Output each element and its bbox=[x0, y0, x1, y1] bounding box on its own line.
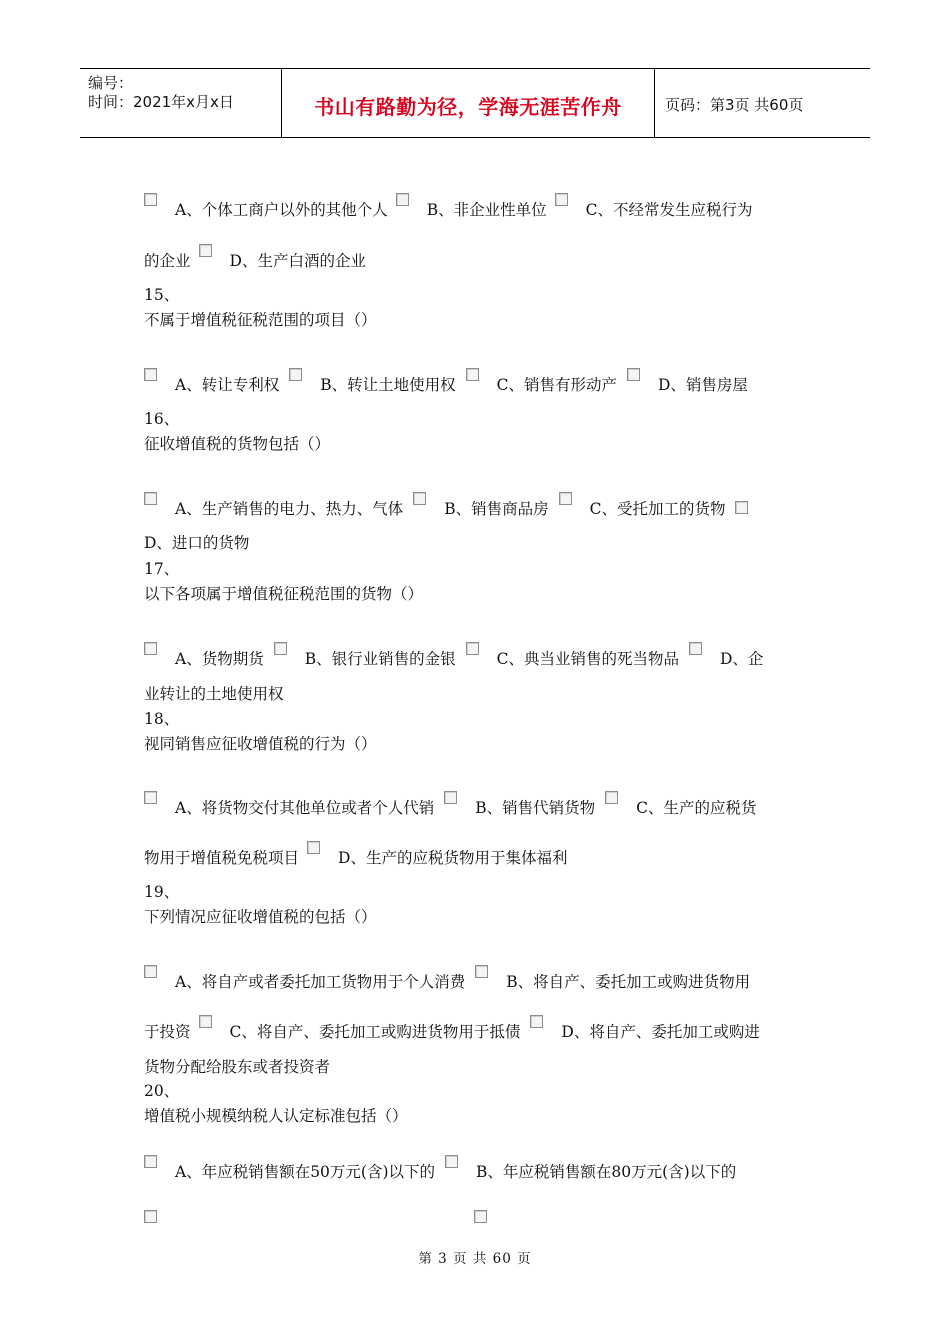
option-label: A、将自产或者委托加工货物用于个人消费 bbox=[175, 973, 466, 991]
option-a[interactable] bbox=[144, 972, 465, 992]
question-stem: 不属于增值税征税范围的项目（） bbox=[144, 311, 377, 329]
option-a[interactable] bbox=[144, 1162, 435, 1182]
option-b[interactable] bbox=[475, 972, 750, 992]
question-18-options-line-2 bbox=[144, 848, 567, 868]
option-continuation: 物用于增值税免税项目 bbox=[144, 849, 300, 867]
option-b[interactable] bbox=[289, 375, 455, 395]
document-date-label: 时间：2021年x月x日 bbox=[88, 93, 234, 111]
option-d-continuation: 业转让的土地使用权 bbox=[144, 685, 284, 703]
question-15-options bbox=[144, 375, 748, 395]
option-label: C、生产的应税货 bbox=[636, 799, 757, 817]
checkbox[interactable] bbox=[144, 492, 157, 505]
checkbox[interactable] bbox=[144, 791, 157, 804]
header-meta-cell bbox=[80, 69, 281, 137]
option-label: D、将自产、委托加工或购进 bbox=[561, 1023, 760, 1041]
checkbox-option-d[interactable] bbox=[735, 501, 748, 514]
option-d-continuation: 货物分配给股东或者投资者 bbox=[144, 1058, 331, 1076]
question-16-options bbox=[144, 499, 748, 519]
question-20-options bbox=[144, 1162, 736, 1182]
header-page-info: 页码：第3页 共60页 bbox=[665, 96, 804, 114]
option-d[interactable] bbox=[627, 375, 748, 395]
checkbox[interactable] bbox=[199, 244, 212, 257]
question-18-options bbox=[144, 798, 756, 818]
option-label: C、销售有形动产 bbox=[496, 376, 617, 394]
checkbox[interactable] bbox=[559, 492, 572, 505]
checkbox[interactable] bbox=[144, 642, 157, 655]
option-label: D、生产的应税货物用于集体福利 bbox=[338, 849, 568, 867]
question-stem: 视同销售应征收增值税的行为（） bbox=[144, 735, 377, 753]
option-a[interactable] bbox=[144, 649, 264, 669]
option-b[interactable] bbox=[413, 499, 548, 519]
option-label: B、转让土地使用权 bbox=[320, 376, 456, 394]
option-label: A、转让专利权 bbox=[175, 376, 280, 394]
option-c[interactable] bbox=[199, 1022, 521, 1042]
option-label: B、销售商品房 bbox=[444, 500, 549, 518]
option-label: C、将自产、委托加工或购进货物用于抵债 bbox=[229, 1023, 521, 1041]
question-number: 20、 bbox=[144, 1082, 180, 1100]
question-stem: 以下各项属于增值税征税范围的货物（） bbox=[144, 585, 424, 603]
option-label: A、生产销售的电力、热力、气体 bbox=[175, 500, 404, 518]
checkbox[interactable] bbox=[307, 841, 320, 854]
page-header bbox=[80, 68, 870, 138]
checkbox[interactable] bbox=[413, 492, 426, 505]
option-continuation: 于投资 bbox=[144, 1023, 191, 1041]
question-14-options-line-2 bbox=[144, 251, 366, 271]
option-b[interactable] bbox=[274, 649, 456, 669]
option-d[interactable] bbox=[199, 251, 366, 271]
option-c[interactable] bbox=[559, 499, 726, 519]
checkbox[interactable] bbox=[289, 368, 302, 381]
option-label: D、销售房屋 bbox=[657, 376, 748, 394]
option-d-label: D、进口的货物 bbox=[144, 534, 250, 552]
option-b[interactable] bbox=[445, 1162, 736, 1182]
checkbox[interactable] bbox=[555, 193, 568, 206]
option-continuation: 的企业 bbox=[144, 252, 191, 270]
header-motto: 书山有路勤为径，学海无涯苦作舟 bbox=[314, 95, 622, 119]
question-stem: 征收增值税的货物包括（） bbox=[144, 435, 331, 453]
header-motto-cell bbox=[281, 69, 655, 137]
checkbox[interactable] bbox=[530, 1015, 543, 1028]
checkbox[interactable] bbox=[144, 965, 157, 978]
option-label: B、销售代销货物 bbox=[475, 799, 596, 817]
option-label: A、将货物交付其他单位或者个人代销 bbox=[175, 799, 435, 817]
question-14-options-line-1 bbox=[144, 200, 752, 220]
option-label: A、货物期货 bbox=[175, 650, 264, 668]
option-a[interactable] bbox=[144, 798, 434, 818]
header-page-cell bbox=[655, 69, 870, 137]
option-c[interactable] bbox=[555, 200, 753, 220]
option-label: B、非企业性单位 bbox=[426, 201, 547, 219]
checkbox[interactable] bbox=[144, 193, 157, 206]
option-a[interactable] bbox=[144, 499, 403, 519]
option-label: D、生产白酒的企业 bbox=[229, 252, 366, 270]
option-label: C、不经常发生应税行为 bbox=[585, 201, 753, 219]
checkbox-option-d[interactable] bbox=[474, 1210, 487, 1223]
question-17-options bbox=[144, 649, 763, 669]
question-number: 16、 bbox=[144, 410, 180, 428]
question-number: 19、 bbox=[144, 883, 180, 901]
option-d[interactable] bbox=[307, 848, 567, 868]
checkbox[interactable] bbox=[627, 368, 640, 381]
question-19-options bbox=[144, 972, 750, 992]
checkbox[interactable] bbox=[444, 791, 457, 804]
option-c[interactable] bbox=[466, 375, 617, 395]
option-label: A、个体工商户以外的其他个人 bbox=[175, 201, 388, 219]
option-label: A、年应税销售额在50万元(含)以下的 bbox=[175, 1163, 436, 1181]
checkbox-option-c[interactable] bbox=[144, 1210, 157, 1223]
question-20-options-line-2b bbox=[474, 1208, 487, 1228]
question-stem: 增值税小规模纳税人认定标准包括（） bbox=[144, 1107, 408, 1125]
document-number-label: 编号： bbox=[88, 74, 134, 92]
option-b[interactable] bbox=[396, 200, 547, 220]
option-label: C、典当业销售的死当物品 bbox=[496, 650, 679, 668]
checkbox[interactable] bbox=[689, 642, 702, 655]
option-label: C、受托加工的货物 bbox=[589, 500, 726, 518]
option-d[interactable] bbox=[689, 649, 763, 669]
checkbox[interactable] bbox=[605, 791, 618, 804]
checkbox[interactable] bbox=[199, 1015, 212, 1028]
checkbox[interactable] bbox=[466, 642, 479, 655]
option-c[interactable] bbox=[605, 798, 756, 818]
checkbox[interactable] bbox=[396, 193, 409, 206]
question-19-options-line-2 bbox=[144, 1022, 760, 1042]
option-c[interactable] bbox=[466, 649, 679, 669]
checkbox[interactable] bbox=[274, 642, 287, 655]
checkbox[interactable] bbox=[475, 965, 488, 978]
question-number: 18、 bbox=[144, 710, 180, 728]
option-d[interactable] bbox=[530, 1022, 759, 1042]
question-stem: 下列情况应征收增值税的包括（） bbox=[144, 908, 377, 926]
option-label: B、年应税销售额在80万元(含)以下的 bbox=[476, 1163, 737, 1181]
page-footer: 第 3 页 共 60 页 bbox=[418, 1251, 532, 1267]
question-number: 15、 bbox=[144, 286, 180, 304]
checkbox[interactable] bbox=[445, 1155, 458, 1168]
option-a[interactable] bbox=[144, 200, 388, 220]
checkbox[interactable] bbox=[144, 1155, 157, 1168]
option-a[interactable] bbox=[144, 375, 279, 395]
option-label: B、银行业销售的金银 bbox=[304, 650, 456, 668]
option-b[interactable] bbox=[444, 798, 595, 818]
option-label: B、将自产、委托加工或购进货物用 bbox=[506, 973, 751, 991]
checkbox[interactable] bbox=[466, 368, 479, 381]
option-label: D、企 bbox=[719, 650, 764, 668]
checkbox[interactable] bbox=[144, 368, 157, 381]
question-number: 17、 bbox=[144, 560, 180, 578]
question-20-options-line-2 bbox=[144, 1208, 157, 1228]
